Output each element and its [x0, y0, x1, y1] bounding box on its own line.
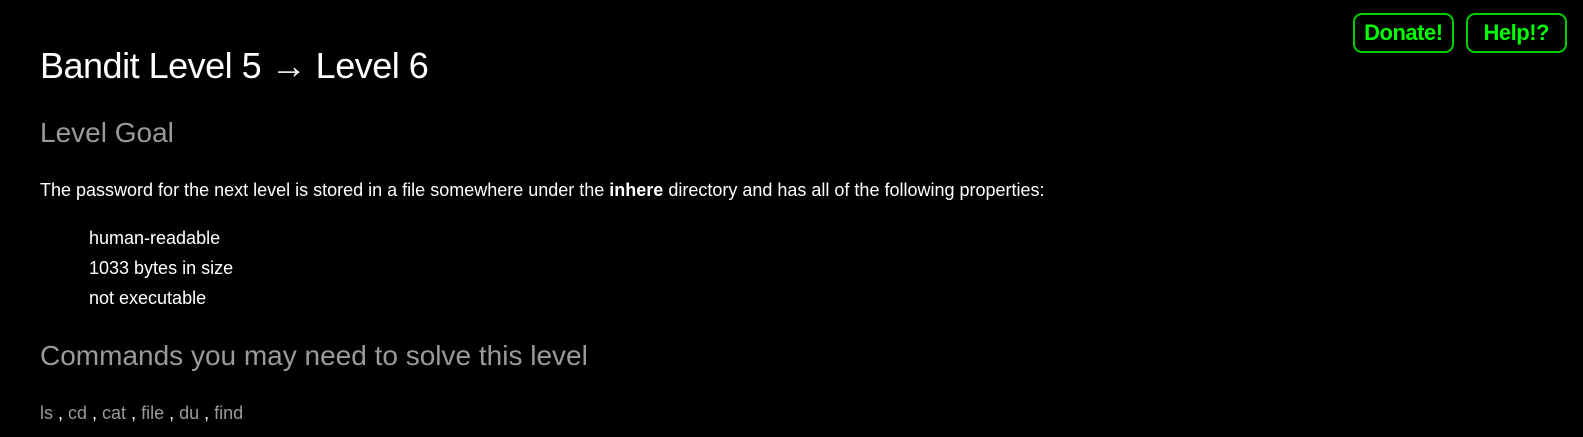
top-button-bar: [1353, 13, 1567, 53]
command-separator: ,: [199, 403, 215, 423]
commands-list: [40, 403, 243, 424]
command-link-cat[interactable]: cat: [102, 403, 127, 423]
command-link-find[interactable]: find: [214, 403, 244, 423]
goal-highlight-directory: inhere: [609, 180, 664, 200]
donate-button[interactable]: Donate!: [1353, 13, 1453, 53]
command-separator: ,: [126, 403, 142, 423]
list-item: 1033 bytes in size: [89, 258, 234, 278]
commands-heading: Commands you may need to solve this level: [40, 340, 588, 371]
command-separator: ,: [87, 403, 103, 423]
list-item: not executable: [89, 288, 207, 308]
command-separator: ,: [164, 403, 180, 423]
page-title: Bandit Level 5 → Level 6: [40, 45, 429, 86]
command-link-ls[interactable]: ls: [40, 403, 53, 423]
goal-text-after: directory and has all of the following properties:: [663, 180, 1045, 200]
command-link-du[interactable]: du: [179, 403, 200, 423]
command-link-cd[interactable]: cd: [68, 403, 88, 423]
help-button[interactable]: Help!?: [1466, 13, 1567, 53]
property-list: [89, 226, 233, 316]
command-separator: ,: [53, 403, 69, 423]
command-link-file[interactable]: file: [141, 403, 165, 423]
goal-description: [40, 180, 1045, 201]
list-item: human-readable: [89, 228, 221, 248]
level-goal-heading: Level Goal: [40, 117, 174, 148]
goal-text-before: The password for the next level is stored in a file somewhere under the: [40, 180, 610, 200]
